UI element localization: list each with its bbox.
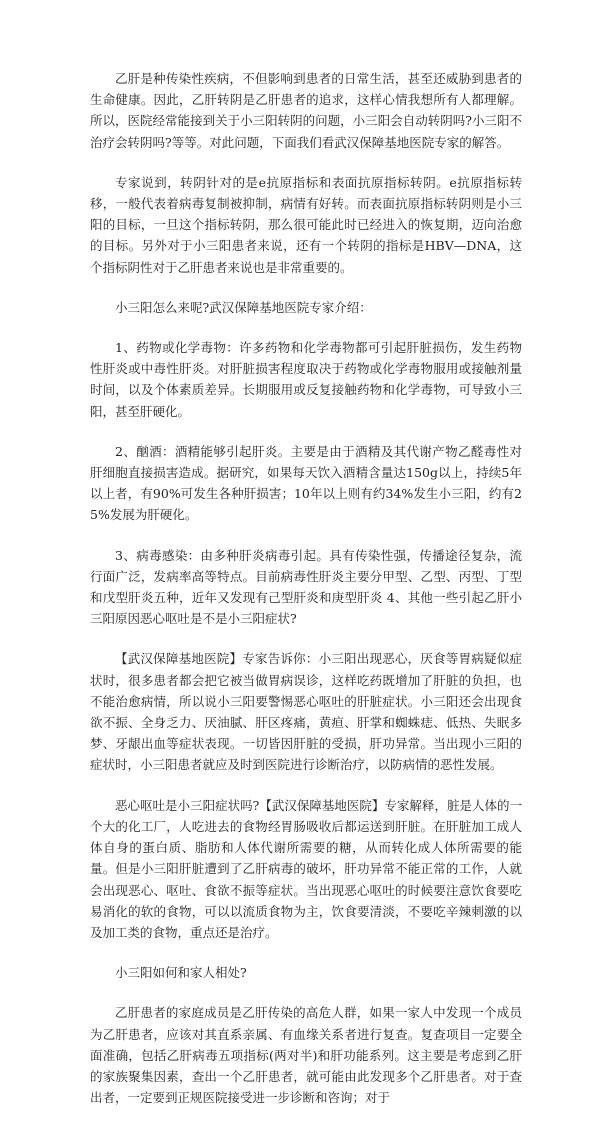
paragraph-nausea: 恶心呕吐是小三阳症状吗?【武汉保障基地医院】专家解释，脏是人体的一个大的化工厂，人吃进去的食物经胃肠吸收后都运送到肝脏。在肝脏加工成人体自身的蛋白质、脂肪和人体代谢所需要的糖，从而转化成人体所需要的能量。但是小三阳肝脏遭到了乙肝病毒的破坏，肝功异常不能正常的工作，人就会出现恶心、呕吐、食欲不振等症状。当出现恶心呕吐的时候要注意饮食要吃易消化的软的食物，可以以流质食物为主，饮食要清淡，不要吃辛辣刺激的以及加工类的食物，重点还是治疗。 — [90, 797, 522, 940]
paragraph-cause-virus: 3、病毒感染：由多种肝炎病毒引起。具有传染性强，传播途径复杂，流行面广泛，发病率高等特点。目前病毒性肝炎主要分甲型、乙型、丙型、丁型和戊型肝炎五种，近年又发现有己型肝炎和庚型肝炎 4、其他一些引起乙肝小三阳原因恶心呕吐是不是小三阳症状? — [90, 547, 522, 627]
paragraph-causes-heading: 小三阳怎么来呢?武汉保障基地医院专家介绍： — [115, 299, 372, 315]
paragraph-family: 乙肝患者的家庭成员是乙肝传染的高危人群，如果一家人中发现一个成员为乙肝患者，应该对其直系亲属、有血缘关系者进行复查。复查项目一定要全面准确，包括乙肝病毒五项指标(两对半)和肝功能系列。这主要是考虑到乙肝的家族聚集因素，查出一个乙肝患者，就可能由此发现多个乙肝患者。对于查出者，一定要到正规医院接受进一步诊断和咨询；对于 — [90, 1005, 522, 1106]
document-body — [90, 68, 522, 1127]
paragraph-symptoms: 【武汉保障基地医院】专家告诉你：小三阳出现恶心，厌食等胃病疑似症状时，很多患者都会把它被当做胃病误诊，这样吃药既增加了肝脏的负担，也不能治愈病情，所以说小三阳要警惕恶心呕吐的肝脏症状。小三阳还会出现食欲不振、全身乏力、厌油腻、肝区疼痛，黄疸、肝掌和蜘蛛痣、低热、失眠多梦、牙龈出血等症状表现。一切皆因肝脏的受损，肝功异常。当出现小三阳的症状时，小三阳患者就应及时到医院进行诊断治疗，以防病情的恶性发展。 — [90, 651, 522, 773]
paragraph-intro: 乙肝是种传染性疾病，不但影响到患者的日常生活，甚至还威胁到患者的生命健康。因此，乙肝转阴是乙肝患者的追求，这样心情我想所有人都理解。所以，医院经常能接到关于小三阳转阴的问题，小三阳会自动转阴吗?小三阳不治疗会转阴吗?等等。对此问题，下面我们看武汉保障基地医院专家的解答。 — [90, 71, 522, 150]
paragraph-cause-alcohol: 2、酗酒：酒精能够引起肝炎。主要是由于酒精及其代谢产物乙醛毒性对肝细胞直接损害造成。据研究，如果每天饮入酒精含量达150g以上，持续5年以上者，有90%可发生各种肝损害；10年以上则有约34%发生小三阳，约有25%发展为肝硬化。 — [90, 443, 522, 523]
paragraph-family-heading: 小三阳如何和家人相处? — [115, 965, 247, 981]
paragraph-expert-explanation: 专家说到，转阴针对的是e抗原指标和表面抗原指标转阴。e抗原指标转移，一般代表着病毒复制被抑制，病情有好转。而表面抗原指标转阴则是小三阳的目标，一旦这个指标转阴，那么很可能此时已经进入的恢复期，迈向治愈的目标。另外对于小三阳患者来说，还有一个转阴的指标是HBV—DNA，这个指标阴性对于乙肝患者来说也是非常重要的。 — [90, 174, 522, 275]
paragraph-cause-drugs: 1、药物或化学毒物：许多药物和化学毒物都可引起肝脏损伤，发生药物性肝炎或中毒性肝炎。对肝脏损害程度取决于药物或化学毒物服用或接触剂量时间，以及个体素质差异。长期服用或反复接触药物和化学毒物，可导致小三阳，甚至肝硬化。 — [90, 340, 522, 419]
